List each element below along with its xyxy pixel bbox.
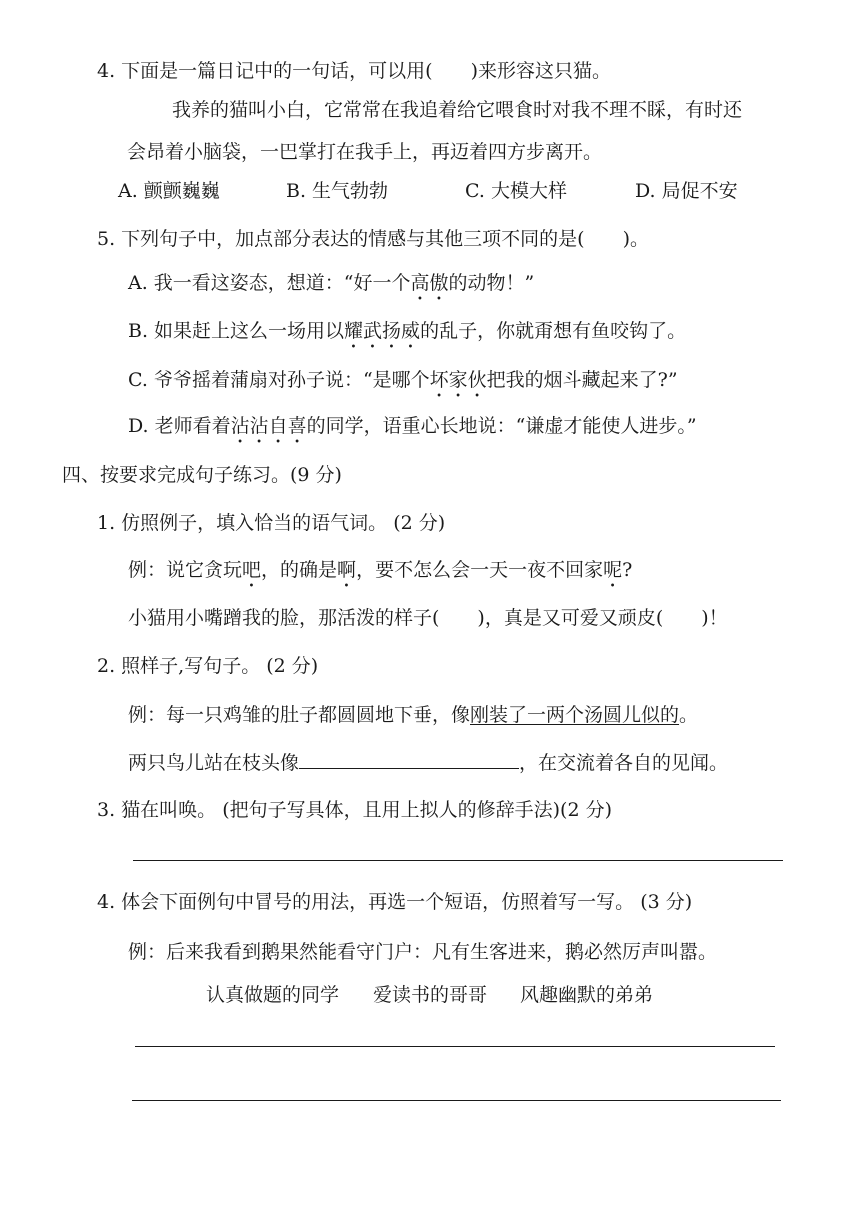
s2-stem: 2. 照样子,写句子。 (2 分) [97, 655, 319, 677]
s1-stem: 1. 仿照例子，填入恰当的语气词。 (2 分) [97, 512, 446, 534]
answer-line[interactable] [132, 1100, 781, 1101]
s1-task: 小猫用小嘴蹭我的脸，那活泼的样子( )，真是又可爱又顽皮( )！ [128, 607, 728, 629]
section-heading: 四、按要求完成句子练习。(9 分) [62, 464, 342, 486]
emphasis-dotted-text: 耀武扬威 [344, 320, 421, 342]
s1-example: 例：说它贪玩吧，的确是啊，要不怎么会一天一夜不回家呢? [128, 559, 633, 581]
answer-line[interactable] [133, 860, 783, 861]
q5-option-d: D. 老师看着沾沾自喜的同学，语重心长地说：“谦虚才能使人进步。” [128, 415, 697, 437]
q5-stem: 5. 下列句子中，加点部分表达的情感与其他三项不同的是( )。 [97, 228, 649, 250]
answer-line[interactable] [135, 1046, 775, 1047]
emphasis-dotted-text: 沾沾自喜 [230, 415, 307, 437]
s3-stem: 3. 猫在叫唤。 (把句子写具体，且用上拟人的修辞手法)(2 分) [97, 799, 612, 821]
s2-task: 两只鸟儿站在枝头像 ，在交流着各自的见闻。 [128, 748, 728, 776]
s2-example: 例：每一只鸡雏的肚子都圆圆地下垂，像刚装了一两个汤圆儿似的。 [128, 704, 699, 726]
q4-option-c: C. 大模大样 [465, 180, 567, 202]
q4-option-d: D. 局促不安 [635, 180, 738, 202]
s4-phrase-2: 爱读书的哥哥 [373, 984, 488, 1006]
emphasis-dotted-text: 高傲 [410, 272, 449, 294]
emphasis-dotted-text: 坏家伙 [429, 369, 487, 391]
q4-option-b: B. 生气勃勃 [286, 180, 389, 202]
q5-option-c: C. 爷爷摇着蒲扇对孙子说：“是哪个坏家伙把我的烟斗藏起来了?” [128, 369, 678, 391]
q4-option-a: A. 颤颤巍巍 [118, 180, 220, 202]
q4-passage-line1: 我养的猫叫小白，它常常在我追着给它喂食时对我不理不睬，有时还 [172, 99, 743, 121]
s4-example: 例：后来我看到鹅果然能看守门户：凡有生客进来，鹅必然厉声叫嚣。 [128, 941, 718, 963]
q4-stem: 4. 下面是一篇日记中的一句话，可以用( )来形容这只猫。 [97, 60, 611, 82]
s4-stem: 4. 体会下面例句中冒号的用法，再选一个短语，仿照着写一写。 (3 分) [97, 891, 693, 913]
q5-option-a: A. 我一看这姿态，想道：“好一个高傲的动物！” [128, 272, 535, 294]
answer-blank[interactable] [299, 748, 519, 769]
q5-option-b: B. 如果赶上这么一场用以耀武扬威的乱子，你就甭想有鱼咬钩了。 [128, 320, 687, 342]
s4-phrase-1: 认真做题的同学 [206, 984, 340, 1006]
q4-passage-line2: 会昂着小脑袋，一巴掌打在我手上，再迈着四方步离开。 [127, 141, 603, 163]
underlined-text: 刚装了一两个汤圆儿似的 [470, 704, 680, 726]
s4-phrase-3: 风趣幽默的弟弟 [520, 984, 654, 1006]
